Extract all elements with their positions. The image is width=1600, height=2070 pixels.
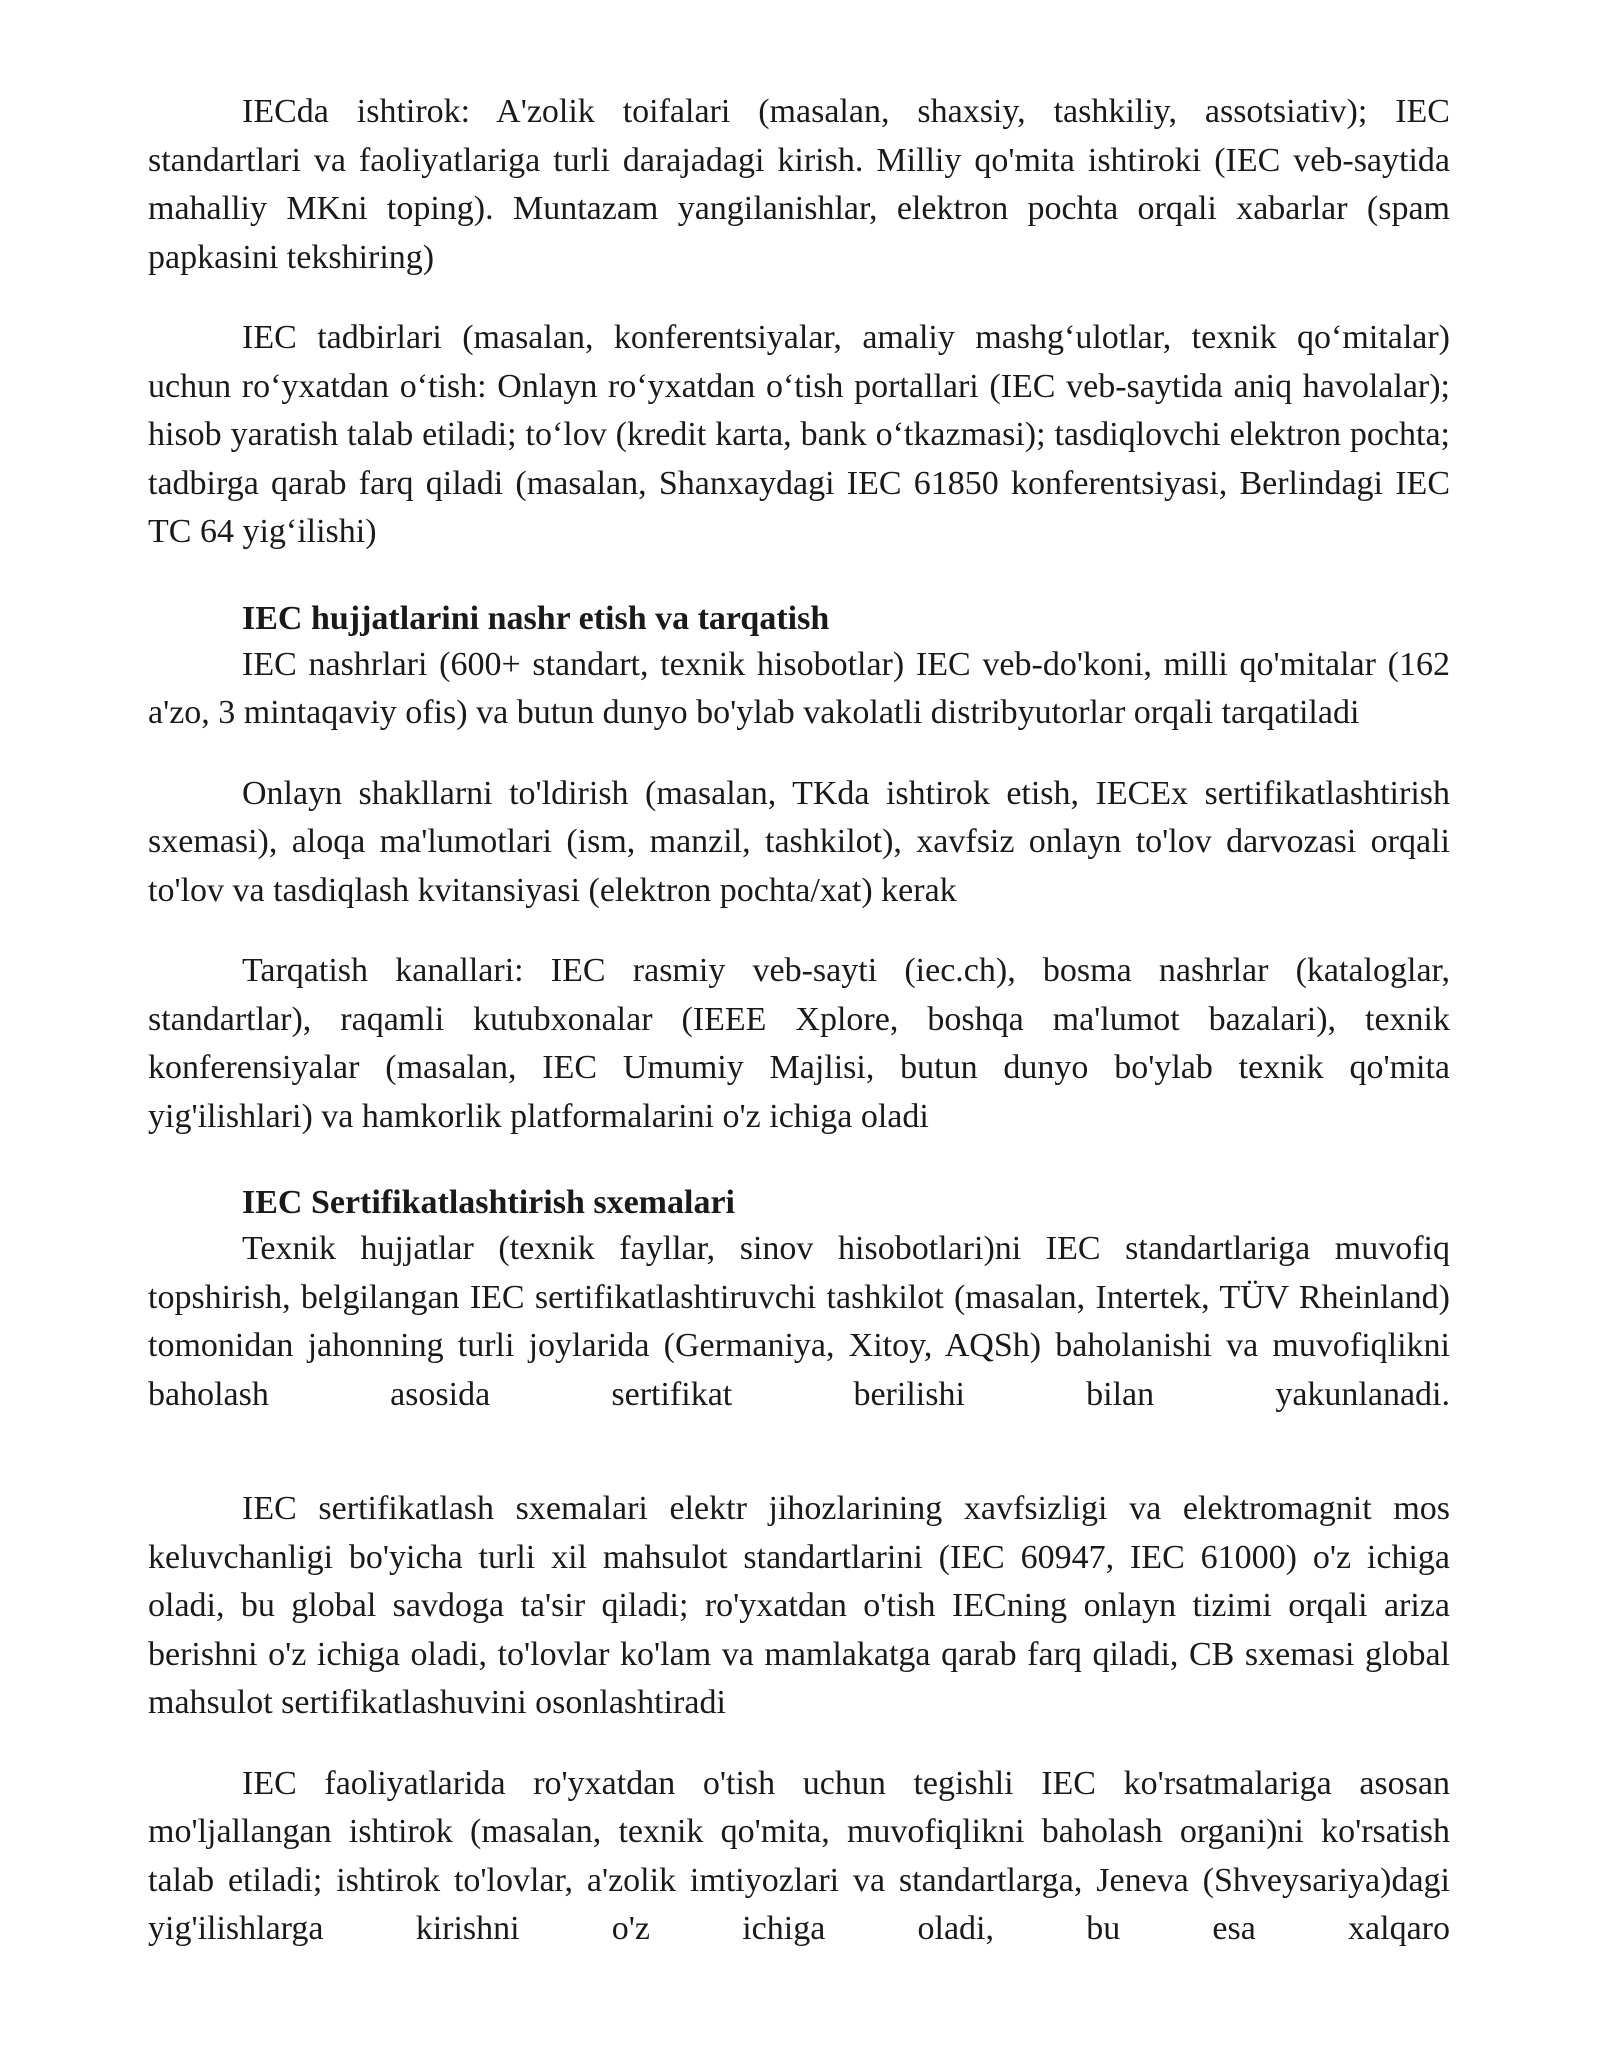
section-heading-certification: IEC Sertifikatlashtirish sxemalari xyxy=(242,1184,735,1221)
paragraph-technical-docs: Texnik hujjatlar (texnik fayllar, sinov hisobotlari)ni IEC standartlariga muvofiq topshirish, belgilangan IEC sertifikatlashtiruvchi tashkilot (masalan, Intertek, TÜV Rheinland) tomonidan jahonning turli joylarida (Germaniya, Xitoy, AQSh) baholanishi va muvofiqlikni baholash asosida sertifikat berilishi bilan yakunlanadi. xyxy=(148,1230,1450,1413)
paragraph-certification-schemes: IEC sertifikatlash sxemalari elektr jihozlarining xavfsizligi va elektromagnit mos keluvchanligi bo'yicha turli xil mahsulot standartlarini (IEC 60947, IEC 61000) o'z ichiga oladi, bu global savdoga ta'sir qiladi; ro'yxatdan o'tish IECning onlayn tizimi orqali ariza berishni o'z ichiga oladi, to'lovlar ko'lam va mamlakatga qarab farq qiladi, CB sxemasi global mahsulot sertifikatlashuvini osonlashtiradi xyxy=(148,1490,1450,1721)
paragraph-online-forms: Onlayn shakllarni to'ldirish (masalan, TKda ishtirok etish, IECEx sertifikatlashtirish sxemasi), aloqa ma'lumotlari (ism, manzil, tashkilot), xavfsiz onlayn to'lov darvozasi orqali to'lov va tasdiqlash kvitansiyasi (elektron pochta/xat) kerak xyxy=(148,774,1450,909)
paragraph-activity-registration: IEC faoliyatlarida ro'yxatdan o'tish uchun tegishli IEC ko'rsatmalariga asosan mo'ljallangan ishtirok (masalan, texnik qo'mita, muvofiqlikni baholash organi)ni ko'rsatish talab etiladi; ishtirok to'lovlar, a'zolik imtiyozlari va standartlarga, Jeneva (Shveysariya)dagi yig'ilishlarga kirishni o'z ichiga oladi, bu esa xalqaro xyxy=(148,1764,1450,1947)
paragraph-iec-participation: IECda ishtirok: A'zolik toifalari (masalan, shaxsiy, tashkiliy, assotsiativ); IEC standartlari va faoliyatlariga turli darajadagi kirish. Milliy qo'mita ishtiroki (IEC veb-saytida mahalliy MKni toping). Muntazam yangilanishlar, elektron pochta orqali xabarlar (spam papkasini tekshiring) xyxy=(148,93,1450,276)
paragraph-event-registration: IEC tadbirlari (masalan, konferentsiyalar, amaliy mashg‘ulotlar, texnik qo‘mitalar) uchun ro‘yxatdan o‘tish: Onlayn ro‘yxatdan o‘tish portallari (IEC veb-saytida aniq havolalar); hisob yaratish talab etiladi; to‘lov (kredit karta, bank o‘tkazmasi); tasdiqlovchi elektron pochta; tadbirga qarab farq qiladi (masalan, Shanxaydagi IEC 61850 konferentsiyasi, Berlindagi IEC TC 64 yig‘ilishi) xyxy=(148,319,1450,550)
section-heading-publishing: IEC hujjatlarini nashr etish va tarqatish xyxy=(242,599,830,637)
paragraph-publications: IEC nashrlari (600+ standart, texnik hisobotlar) IEC veb-do'koni, milli qo'mitalar (162 a'zo, 3 mintaqaviy ofis) va butun dunyo bo'ylab vakolatli distribyutorlar orqali tarqatiladi xyxy=(148,645,1450,731)
paragraph-distribution-channels: Tarqatish kanallari: IEC rasmiy veb-sayti (iec.ch), bosma nashrlar (kataloglar, standartlar), raqamli kutubxonalar (IEEE Xplore, boshqa ma'lumot bazalari), texnik konferensiyalar (masalan, IEC Umumiy Majlisi, butun dunyo bo'ylab texnik qo'mita yig'ilishlari) va hamkorlik platformalarini o'z ichiga oladi xyxy=(148,952,1450,1135)
